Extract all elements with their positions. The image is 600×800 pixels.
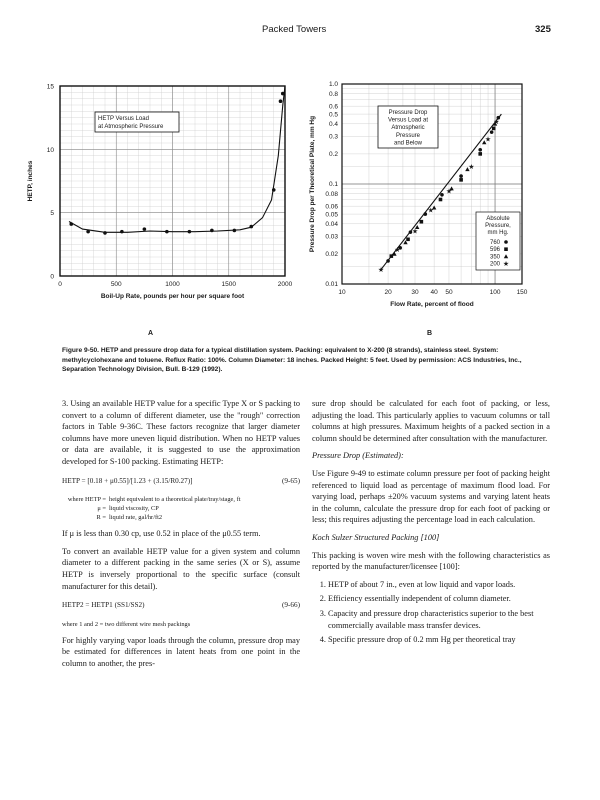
data-point: ★ — [484, 136, 492, 144]
equation-text: HETP2 = HETP1 (SS1/SS2) — [62, 601, 145, 610]
x-axis-label: Flow Rate, percent of flood — [390, 301, 474, 308]
x-tick-label: 40 — [430, 289, 438, 296]
data-point — [423, 212, 427, 216]
x-tick-label: 20 — [384, 289, 392, 296]
def-meaning: height equivalent to a theoretical plate/tray/stage, ft — [109, 496, 241, 504]
data-point — [165, 230, 169, 234]
data-point — [120, 230, 124, 234]
definition — [62, 513, 300, 522]
chart-title-line: Pressure — [395, 132, 421, 139]
data-point — [478, 148, 482, 152]
data-point — [386, 259, 390, 263]
chart-title-line: HETP Versus Load — [98, 116, 149, 122]
y-tick-label: 0.02 — [325, 251, 338, 259]
data-point — [103, 231, 107, 235]
data-point — [86, 230, 90, 234]
x-tick-label: 50 — [445, 289, 453, 296]
y-tick-label: 15 — [46, 83, 54, 91]
chart-b-pressure-drop — [300, 80, 550, 315]
x-tick-label: 1000 — [165, 281, 180, 288]
data-point — [439, 198, 443, 202]
figure-caption: Figure 9-50. HETP and pressure drop data for a typical distillation system. Packing: equivalent to X-200 (8 strands), stainless steel. System: methylcyclohexane and toluene. Reflux Ratio: 100%. Column Diameter: 18 inches. Packed Height: 5 feet. Used by permission: ACS Industries, Inc., Separation Technology Division, Bull. B-129 (1992). — [62, 347, 522, 374]
panel-label-b: B — [427, 330, 433, 337]
legend-label: 200 — [489, 261, 500, 268]
paragraph: If μ is less than 0.30 cp, use 0.52 in place of the μ0.55 term. — [62, 529, 261, 539]
equation-number: (9-66) — [282, 601, 300, 610]
data-point — [210, 229, 214, 233]
chart-title-line: Atmospheric — [391, 125, 425, 132]
data-point: ★ — [468, 163, 475, 171]
data-point — [440, 193, 444, 197]
y-tick-label: 0.8 — [328, 90, 338, 98]
legend-label: 596 — [489, 247, 500, 254]
paragraph: Use Figure 9-49 to estimate column pressure per foot of packing height referenced to liquid load as percentage of maximum flood load. For varying load, perhaps ±20% vacuum systems and varying latent heats in the column, calculate the pressure drop for each foot of packing or less; this requires adjusting the percentage load in each calculation. — [312, 468, 550, 525]
data-point — [492, 127, 496, 131]
legend-label: 350 — [489, 254, 500, 261]
data-point — [459, 174, 463, 178]
series-curve — [69, 86, 285, 232]
data-point: ★ — [427, 207, 434, 215]
x-tick-label: 1500 — [221, 281, 236, 288]
data-point — [420, 220, 424, 224]
def-meaning: liquid viscosity, CP — [109, 505, 159, 513]
definitions-list — [62, 495, 300, 522]
paragraph: sure drop should be calculated for each foot of packing, or less, adjusting the load. This particularly applies to vacuum columns or tall columns at high pressures. Maximum heights of a packed section in a column should be determined after consultation with the manufacturer. — [312, 399, 550, 443]
y-axis-label: Pressure Drop per Theoretical Plate, mm Hg — [309, 115, 316, 253]
definition — [62, 504, 300, 513]
y-tick-label: 0.3 — [328, 133, 338, 141]
equation-9-65 — [62, 476, 300, 488]
paragraph: 3. Using an available HETP value for a specific Type X or S packing to convert to a column of different diameter, use the "rough" correction factors in Table 9-36C. These factors recognize that larger diameter columns have more uneven liquid distribution. When no HETP values or data are available, it is suggested to use the approximation developed for S-100 packing. Estimating HETP: — [62, 399, 300, 466]
y-tick-label: 0.04 — [325, 220, 338, 228]
chart-title-line: Versus Load at — [387, 117, 429, 124]
equation-9-66 — [62, 600, 300, 612]
left-column — [62, 398, 300, 676]
characteristics-list — [312, 579, 550, 646]
data-point: ★ — [394, 247, 401, 255]
x-axis-label: Boil-Up Rate, pounds per hour per square foot — [100, 293, 245, 300]
chart-title-line: at Atmospheric Pressure — [98, 124, 164, 130]
x-tick-label: 2000 — [277, 281, 293, 288]
x-tick-label: 30 — [411, 289, 419, 296]
y-tick-label: 5 — [50, 210, 54, 218]
panel-label-a: A — [148, 330, 154, 337]
list-item: 3. Capacity and pressure drop characteristics superior to the best commercially available mass transfer devices. — [328, 608, 550, 631]
def-term: R = — [96, 514, 106, 522]
data-point: ★ — [445, 188, 453, 196]
x-tick-label: 150 — [516, 289, 528, 296]
y-tick-label: 0.5 — [328, 111, 338, 119]
data-point — [459, 178, 463, 182]
chart-title-line: and Below — [393, 140, 423, 147]
paragraph: This packing is woven wire mesh with the following characteristics as reported by the manufacturer/licensee [100]: — [312, 550, 550, 572]
data-point — [406, 237, 410, 241]
y-tick-label: 0.08 — [325, 190, 338, 198]
data-point — [188, 230, 192, 234]
data-point: ★ — [493, 119, 500, 127]
x-tick-label: 100 — [489, 289, 501, 296]
data-point — [143, 227, 147, 231]
data-point — [272, 188, 276, 192]
paragraph: To convert an available HETP value for a given system and column diameter to a different packing in the same series (X or S), assume HETP is inversely proportional to the specific surface (consult manufacturer for this detail). — [62, 546, 300, 591]
where-note: where 1 and 2 = two different wire mesh packings — [62, 620, 191, 628]
y-tick-label: 0 — [50, 273, 54, 281]
data-point — [490, 130, 494, 134]
def-term: μ = — [97, 505, 106, 513]
data-point: ★ — [377, 266, 385, 274]
y-tick-label: 0.2 — [328, 151, 338, 159]
x-tick-label: 0 — [58, 281, 62, 288]
data-point — [249, 225, 253, 229]
subheading-koch-sulzer: Koch Sulzer Structured Packing [100] — [312, 532, 440, 542]
y-tick-label: 0.03 — [325, 233, 338, 241]
legend-marker — [504, 247, 508, 251]
def-term: where HETP = — [67, 496, 106, 504]
data-point — [478, 152, 482, 156]
list-item: 4. Specific pressure drop of 0.2 mm Hg per theoretical tray — [328, 634, 550, 646]
list-item: 1. HETP of about 7 in., even at low liquid and vapor loads. — [328, 579, 550, 591]
data-point — [69, 222, 73, 226]
page-number: 325 — [535, 24, 551, 35]
y-tick-label: 1.0 — [328, 81, 338, 89]
definition — [62, 495, 300, 504]
y-tick-label: 0.4 — [328, 120, 338, 128]
y-tick-label: 0.1 — [328, 181, 338, 189]
chart-title-line: Pressure Drop — [388, 110, 428, 116]
y-tick-label: 0.05 — [325, 211, 338, 219]
right-column — [312, 398, 550, 649]
def-meaning: liquid rate, gal/hr/ft2 — [109, 514, 163, 522]
legend-marker: ★ — [502, 261, 510, 268]
legend-title-line: mm Hg. — [487, 230, 509, 236]
y-axis-label: HETP, inches — [27, 160, 34, 202]
list-item: 2. Efficiency essentially independent of column diameter. — [328, 593, 550, 605]
legend-title-line: Pressure, — [485, 223, 511, 229]
data-point — [279, 99, 283, 103]
legend-marker — [504, 240, 508, 244]
data-point: ★ — [411, 228, 419, 236]
y-tick-label: 0.01 — [325, 281, 338, 289]
data-point — [281, 92, 285, 96]
legend-label: 760 — [489, 240, 500, 246]
y-tick-label: 0.06 — [325, 203, 338, 211]
chart-a-hetp-vs-load — [20, 80, 305, 305]
data-point — [390, 254, 394, 258]
running-head-title: Packed Towers — [262, 24, 327, 35]
legend-title-line: Absolute — [486, 216, 510, 222]
data-point — [233, 229, 237, 233]
subheading-pressure-drop: Pressure Drop (Estimated): — [312, 451, 404, 461]
y-tick-label: 10 — [46, 146, 54, 154]
x-tick-label: 10 — [338, 289, 346, 296]
x-tick-label: 500 — [110, 281, 122, 288]
equation-text: HETP = [0.18 + μ0.55]/[1.23 + (3.15/R0.27)] — [62, 476, 193, 485]
equation-number: (9-65) — [282, 476, 300, 485]
paragraph: For highly varying vapor loads through the column, pressure drop may be estimated for differences in latent heats from one point in the column to another, the pres- — [62, 635, 300, 668]
y-tick-label: 0.6 — [328, 103, 338, 111]
